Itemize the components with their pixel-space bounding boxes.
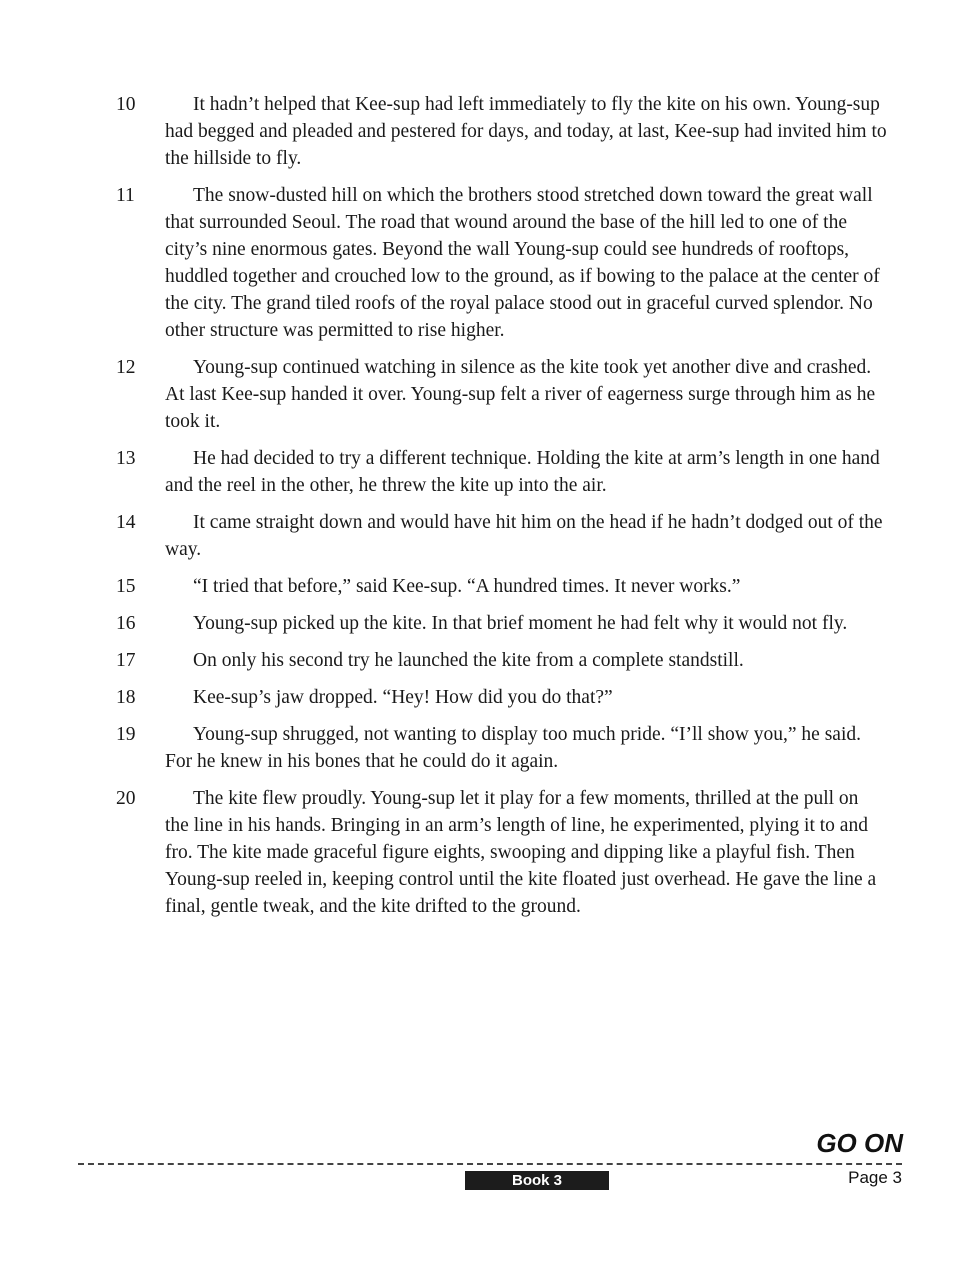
- go-on-label: GO ON: [816, 1128, 903, 1158]
- paragraph-number: 12: [116, 357, 136, 378]
- paragraph-text: The snow-dusted hill on which the brothers stood stretched down toward the great wall that surrounded Seoul. The road that wound around the base of the hill led to one of the city’s nine enormous gates. Beyond the wall Young-sup could see hundreds of rooftops, huddled together and crouched low to the ground, as if bowing to the palace at the center of the city. The grand tiled roofs of the royal palace stood out in graceful curved splendor. No other structure was permitted to rise higher.: [165, 185, 880, 341]
- paragraph-number: 20: [116, 788, 136, 809]
- paragraph-text: On only his second try he launched the kite from a complete standstill.: [193, 650, 744, 671]
- paragraph-text: It hadn’t helped that Kee-sup had left immediately to fly the kite on his own. Young-sup had begged and pleaded and pestered for days, and today, at last, Kee-sup had invited him to the hillside to fly.: [165, 94, 887, 169]
- paragraph-text: The kite flew proudly. Young-sup let it play for a few moments, thrilled at the pull on the line in his hands. Bringing in an arm’s length of line, he experimented, plying it to and fro. The kite made graceful figure eights, swooping and dipping like a playful fish. Then Young-sup reeled in, keeping control until the kite floated just overhead. He gave the line a final, gentle tweak, and the kite drifted to the ground.: [165, 788, 877, 917]
- paragraph-15: [0, 573, 979, 600]
- paragraph-number: 18: [116, 687, 136, 708]
- paragraph-12: [0, 354, 979, 435]
- paragraph-number: 19: [116, 724, 136, 745]
- paragraph-text: “I tried that before,” said Kee-sup. “A hundred times. It never works.”: [193, 576, 741, 597]
- paragraph-number: 16: [116, 613, 136, 634]
- paragraph-number: 13: [116, 448, 136, 469]
- paragraph-text: Young-sup continued watching in silence as the kite took yet another dive and crashed. At last Kee-sup handed it over. Young-sup felt a river of eagerness surge through him as he took it.: [165, 357, 876, 432]
- paragraph-18: [0, 684, 979, 711]
- page-number: Page 3: [848, 1168, 902, 1187]
- paragraph-number: 14: [116, 512, 136, 533]
- paragraph-text: Young-sup shrugged, not wanting to display too much pride. “I’ll show you,” he said. For he knew in his bones that he could do it again.: [165, 724, 861, 772]
- paragraph-text: Young-sup picked up the kite. In that brief moment he had felt why it would not fly.: [193, 613, 848, 634]
- paragraph-number: 11: [116, 185, 135, 206]
- paragraph-text: He had decided to try a different technique. Holding the kite at arm’s length in one hand and the reel in the other, he threw the kite up into the air.: [165, 448, 880, 496]
- paragraph-13: [0, 445, 979, 499]
- paragraph-16: [0, 610, 979, 637]
- footer-divider: [78, 1163, 902, 1165]
- paragraph-19: [0, 721, 979, 775]
- paragraph-number: 15: [116, 576, 136, 597]
- book-label: Book 3: [465, 1171, 609, 1190]
- paragraph-20: [0, 785, 979, 920]
- paragraph-text: Kee-sup’s jaw dropped. “Hey! How did you do that?”: [193, 687, 613, 708]
- passage: [0, 91, 979, 930]
- paragraph-17: [0, 647, 979, 674]
- paragraph-number: 10: [116, 94, 136, 115]
- paragraph-11: [0, 182, 979, 344]
- paragraph-14: [0, 509, 979, 563]
- paragraph-10: [0, 91, 979, 172]
- paragraph-number: 17: [116, 650, 136, 671]
- paragraph-text: It came straight down and would have hit him on the head if he hadn’t dodged out of the way.: [165, 512, 883, 560]
